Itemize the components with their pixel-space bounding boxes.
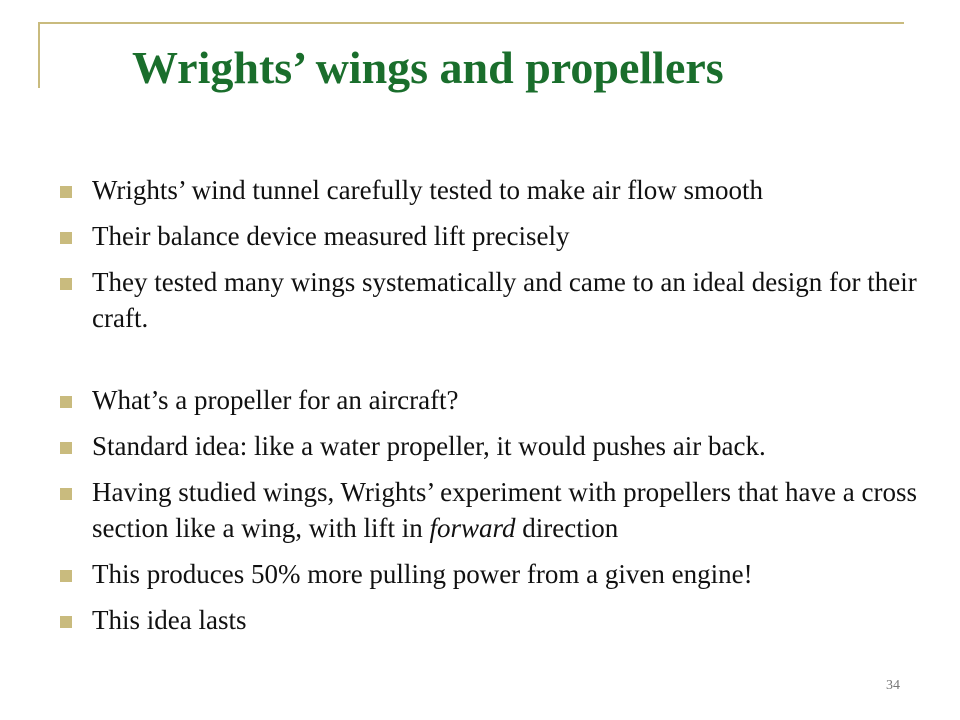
bullet-text-part: direction	[515, 513, 619, 543]
bullet-item	[58, 218, 948, 254]
square-bullet-icon	[60, 442, 72, 454]
bullet-item	[58, 172, 948, 208]
square-bullet-icon	[60, 488, 72, 500]
square-bullet-icon	[60, 186, 72, 198]
bullet-item	[58, 602, 948, 638]
page-number: 34	[886, 678, 900, 693]
square-bullet-icon	[60, 278, 72, 290]
bullet-text: This idea lasts	[92, 605, 247, 635]
bullet-list	[58, 172, 948, 648]
bullet-text: This produces 50% more pulling power from a given engine!	[92, 559, 753, 589]
slide-title: Wrights’ wings and propellers	[132, 42, 724, 93]
bullet-emphasis: forward	[429, 513, 516, 543]
bullet-text: Wrights’ wind tunnel carefully tested to make air flow smooth	[92, 175, 763, 205]
square-bullet-icon	[60, 396, 72, 408]
bullet-text: Their balance device measured lift precisely	[92, 221, 570, 251]
square-bullet-icon	[60, 616, 72, 628]
bullet-item	[58, 264, 948, 336]
bullet-text: What’s a propeller for an aircraft?	[92, 385, 459, 415]
slide-frame-left-rule	[38, 22, 40, 88]
bullet-text: Standard idea: like a water propeller, it would pushes air back.	[92, 431, 766, 461]
bullet-text	[92, 477, 917, 543]
bullet-item	[58, 428, 948, 464]
square-bullet-icon	[60, 232, 72, 244]
bullet-text: They tested many wings systematically and came to an ideal design for their craft.	[92, 267, 917, 333]
bullet-item	[58, 556, 948, 592]
slide-frame-top-rule	[38, 22, 904, 24]
bullet-item	[58, 474, 948, 546]
bullet-text-part: Having studied wings, Wrights’ experiment with propellers that have a cross section like a wing, with lift in	[92, 477, 917, 543]
bullet-item	[58, 382, 948, 418]
square-bullet-icon	[60, 570, 72, 582]
